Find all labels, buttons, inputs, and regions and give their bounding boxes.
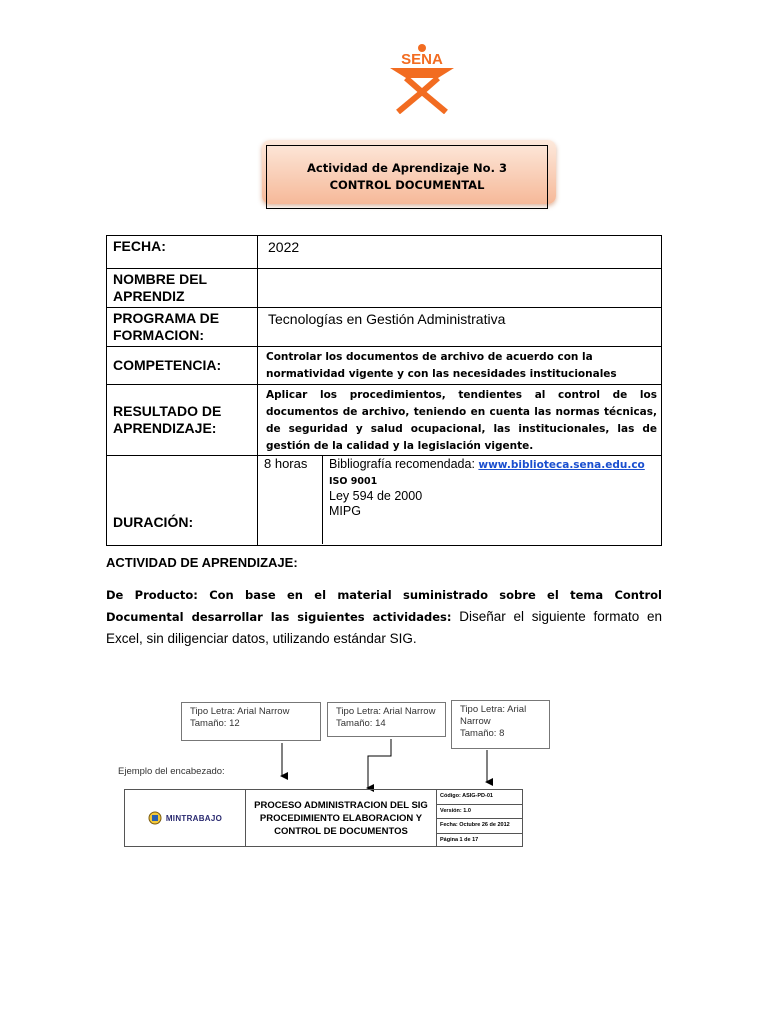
row-fecha bbox=[107, 236, 662, 269]
meta-fecha: Fecha: Octubre 26 de 2012 bbox=[437, 819, 522, 834]
value-fecha: 2022 bbox=[258, 236, 662, 269]
activity-paragraph-bold: De Producto: Con base en el material suministrado sobre el tema Control Documental desarrollar las siguientes actividades: bbox=[106, 588, 662, 624]
row-competencia bbox=[107, 347, 662, 385]
label-resultado: RESULTADO DE APRENDIZAJE: bbox=[107, 385, 258, 456]
duracion-hours: 8 horas bbox=[258, 456, 323, 544]
bibliography-prefix: Bibliografía recomendada: bbox=[329, 457, 479, 471]
callout-process-font bbox=[327, 702, 446, 737]
callout-title-font bbox=[181, 702, 321, 741]
row-nombre bbox=[107, 269, 662, 308]
callout-3-line3: Tamaño: 8 bbox=[460, 728, 505, 739]
sample-meta-cell bbox=[437, 790, 522, 846]
meta-pagina: Página 1 de 17 bbox=[440, 836, 479, 843]
activity-paragraph-normal: Diseñar el siguiente formato en Excel, sin diligenciar datos, utilizando estándar SIG. bbox=[106, 609, 662, 646]
ref-mipg: MIPG bbox=[329, 504, 361, 518]
duracion-inner bbox=[258, 456, 661, 544]
meta-version: Versión: 1.0 bbox=[437, 805, 522, 820]
info-table bbox=[106, 235, 662, 546]
row-programa bbox=[107, 308, 662, 347]
sena-logo-text: SENA bbox=[401, 51, 443, 68]
label-fecha: FECHA: bbox=[107, 236, 258, 269]
sample-header bbox=[124, 789, 523, 847]
activity-topic: CONTROL DOCUMENTAL bbox=[329, 178, 485, 192]
sena-logo bbox=[380, 44, 464, 114]
sample-title-line-2: PROCEDIMIENTO ELABORACION Y bbox=[259, 812, 423, 824]
coat-of-arms-icon bbox=[148, 811, 162, 825]
activity-heading: ACTIVIDAD DE APRENDIZAJE: bbox=[106, 555, 298, 570]
callout-2-line1: Tipo Letra: Arial Narrow bbox=[336, 706, 436, 717]
value-resultado: Aplicar los procedimientos, tendientes al control de los documentos de archivo, teniendo en cuenta las normas técnicas, de seguridad y salud ocupacional, las institucionales, las de gestión de la calidad y la legislación vigente. bbox=[258, 385, 662, 456]
sample-title-line-3: CONTROL DE DOCUMENTOS bbox=[274, 825, 408, 837]
sample-logo-cell bbox=[125, 790, 246, 846]
callout-1-line1: Tipo Letra: Arial Narrow bbox=[190, 706, 290, 717]
row-resultado bbox=[107, 385, 662, 456]
activity-title-box bbox=[266, 145, 548, 209]
callout-meta-font bbox=[451, 700, 550, 749]
sample-title-cell bbox=[246, 790, 437, 846]
value-programa: Tecnologías en Gestión Administrativa bbox=[258, 308, 662, 347]
value-nombre bbox=[258, 269, 662, 308]
mintrabajo-logo-text: MINTRABAJO bbox=[165, 813, 223, 823]
duracion-bibliography bbox=[323, 456, 662, 544]
activity-paragraph bbox=[106, 584, 662, 649]
callout-3-line1: Tipo Letra: Arial bbox=[460, 704, 527, 715]
ref-iso: ISO 9001 bbox=[329, 476, 378, 487]
ref-ley: Ley 594 de 2000 bbox=[329, 489, 423, 503]
arrow-2 bbox=[368, 739, 391, 788]
label-nombre: NOMBRE DEL APRENDIZ bbox=[107, 269, 258, 308]
sample-title-line-1: PROCESO ADMINISTRACION DEL SIG bbox=[254, 799, 428, 811]
label-programa: PROGRAMA DE FORMACION: bbox=[107, 308, 258, 347]
callout-1-line2: Tamaño: 12 bbox=[190, 718, 240, 729]
row-duracion bbox=[107, 456, 662, 546]
label-duracion: DURACIÓN: bbox=[107, 456, 258, 546]
biblioteca-link[interactable]: www.biblioteca.sena.edu.co bbox=[478, 459, 645, 471]
example-label: Ejemplo del encabezado: bbox=[118, 766, 225, 777]
meta-codigo: Código: ASIG-PD-01 bbox=[437, 790, 522, 805]
label-competencia: COMPETENCIA: bbox=[107, 347, 258, 385]
callout-3-line2: Narrow bbox=[460, 716, 491, 727]
activity-number: Actividad de Aprendizaje No. 3 bbox=[307, 161, 507, 175]
value-duracion bbox=[258, 456, 662, 546]
callout-2-line2: Tamaño: 14 bbox=[336, 718, 386, 729]
value-competencia: Controlar los documentos de archivo de acuerdo con la normatividad vigente y con las necesidades institucionales bbox=[258, 347, 662, 385]
